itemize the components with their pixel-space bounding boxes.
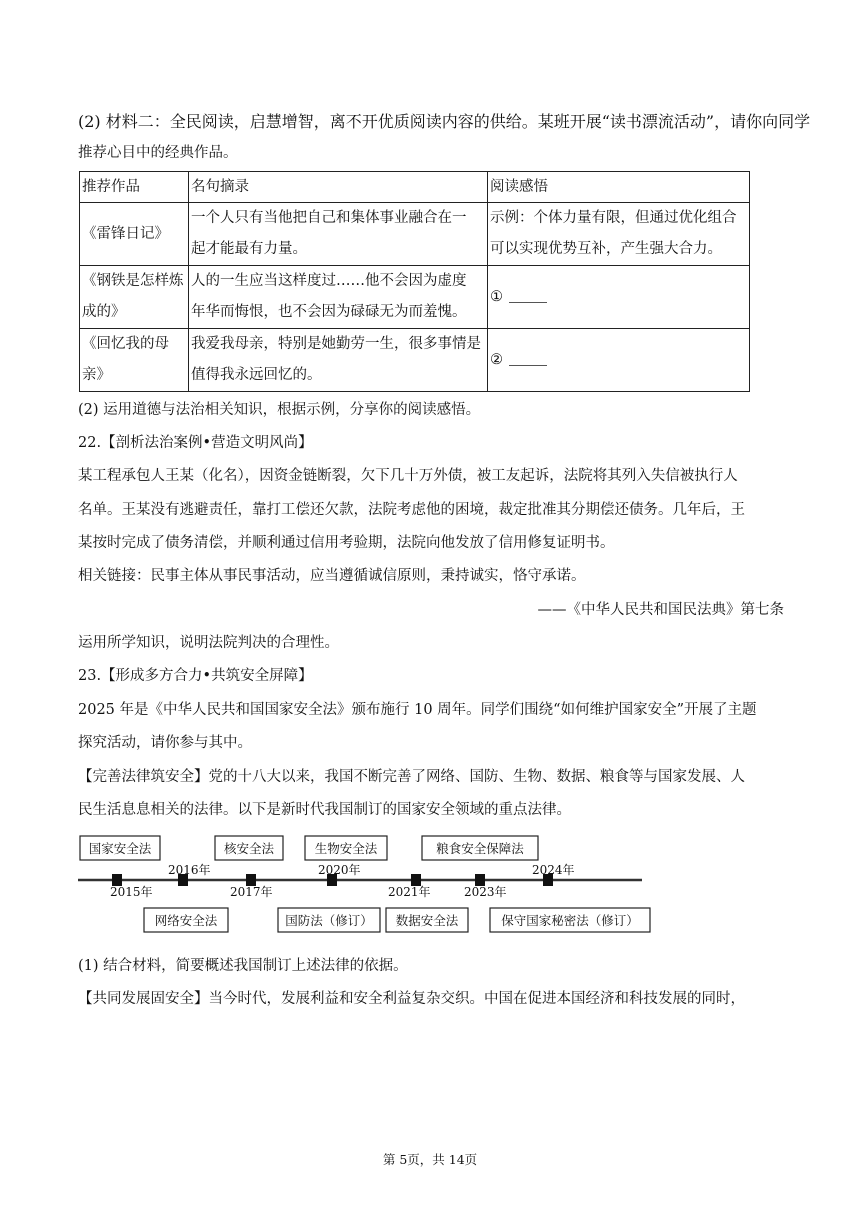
law-label: 网络安全法 bbox=[154, 913, 218, 928]
year-label: 2015年 bbox=[110, 885, 153, 899]
law-label: 核安全法 bbox=[223, 841, 275, 856]
year-label: 2017年 bbox=[230, 885, 273, 899]
q23-para-1: 2025 年是《中华人民共和国国家安全法》颁布施行 10 周年。同学们围绕“如何维护国家安全”开展了主题 bbox=[78, 702, 757, 718]
q22-title: 22.【剖析法治案例•营造文明风尚】 bbox=[78, 435, 313, 451]
law-label: 粮食安全保障法 bbox=[436, 841, 524, 856]
table-header-row bbox=[80, 172, 750, 203]
year-label: 2016年 bbox=[168, 863, 211, 877]
law-label: 数据安全法 bbox=[395, 913, 459, 928]
header-work: 推荐作品 bbox=[80, 172, 189, 203]
answer-blank-1-label: ① bbox=[490, 288, 503, 305]
header-quote: 名句摘录 bbox=[189, 172, 488, 203]
year-label: 2020年 bbox=[318, 863, 361, 877]
q23-ask-1: (1) 结合材料，简要概述我国制订上述法律的依据。 bbox=[78, 958, 408, 974]
table-row bbox=[80, 203, 750, 266]
law-label: 保守国家秘密法（修订） bbox=[501, 913, 639, 928]
q23-sub1-line-1: 【完善法律筑安全】党的十八大以来，我国不断完善了网络、国防、生物、数据、粮食等与国家发展、人 bbox=[78, 769, 745, 785]
table-row bbox=[80, 329, 750, 392]
law-label: 国家安全法 bbox=[88, 841, 152, 856]
table-row bbox=[80, 266, 750, 329]
page-footer: 第 5页，共 14页 bbox=[382, 1152, 478, 1167]
recommendation-table bbox=[79, 171, 750, 392]
q23-sub1-line-2: 民生活息息相关的法律。以下是新时代我国制订的国家安全领域的重点法律。 bbox=[78, 802, 571, 818]
year-label: 2021年 bbox=[388, 885, 431, 899]
q22-para-3: 某按时完成了债务清偿，并顺利通过信用考验期，法院向他发放了信用修复证明书。 bbox=[78, 535, 615, 551]
q23-sub2: 【共同发展固安全】当今时代，发展利益和安全利益复杂交织。中国在促进本国经济和科技发展的同时， bbox=[78, 991, 745, 1007]
insight-cell bbox=[488, 266, 750, 329]
work-cell: 《钢铁是怎样炼 成的》 bbox=[80, 266, 189, 329]
q22-para-2: 名单。王某没有逃避责任，靠打工偿还欠款，法院考虑他的困境，裁定批准其分期偿还债务。几年后，王 bbox=[78, 502, 745, 518]
q23-title: 23.【形成多方合力•共筑安全屏障】 bbox=[78, 668, 313, 684]
q22-para-1: 某工程承包人王某（化名），因资金链断裂，欠下几十万外债，被工友起诉，法院将其列入失信被执行人 bbox=[78, 468, 738, 484]
q22-ask: 运用所学知识，说明法院判决的合理性。 bbox=[78, 635, 339, 651]
q22-source: ——《中华人民共和国民法典》第七条 bbox=[537, 602, 784, 618]
year-label: 2023年 bbox=[464, 885, 507, 899]
question-2: (2) 运用道德与法治相关知识，根据示例，分享你的阅读感悟。 bbox=[78, 402, 481, 418]
answer-blank-1[interactable] bbox=[509, 290, 547, 303]
quote-cell: 人的一生应当这样度过……他不会因为虚度 年华而悔恨，也不会因为碌碌无为而羞愧。 bbox=[189, 266, 488, 329]
intro-line-2: 推荐心目中的经典作品。 bbox=[78, 145, 238, 161]
year-label: 2024年 bbox=[532, 863, 575, 877]
q22-link: 相关链接：民事主体从事民事活动，应当遵循诚信原则，秉持诚实，恪守承诺。 bbox=[78, 568, 586, 584]
header-insight: 阅读感悟 bbox=[488, 172, 750, 203]
law-label: 国防法（修订） bbox=[285, 913, 373, 928]
answer-blank-2-label: ② bbox=[490, 351, 503, 368]
law-label: 生物安全法 bbox=[314, 841, 378, 856]
insight-cell bbox=[488, 329, 750, 392]
quote-cell: 一个人只有当他把自己和集体事业融合在一 起才能最有力量。 bbox=[189, 203, 488, 266]
work-cell: 《雷锋日记》 bbox=[80, 203, 189, 266]
answer-blank-2[interactable] bbox=[509, 353, 547, 366]
q23-para-2: 探究活动，请你参与其中。 bbox=[78, 735, 252, 751]
insight-cell: 示例：个体力量有限，但通过优化组合 可以实现优势互补，产生强大合力。 bbox=[488, 203, 750, 266]
law-timeline-figure bbox=[70, 832, 660, 944]
intro-line-1: (2) 材料二：全民阅读，启慧增智，离不开优质阅读内容的供给。某班开展“读书漂流活动”，请你向同学 bbox=[78, 112, 811, 131]
work-cell: 《回忆我的母 亲》 bbox=[80, 329, 189, 392]
quote-cell: 我爱我母亲，特别是她勤劳一生，很多事情是 值得我永远回忆的。 bbox=[189, 329, 488, 392]
